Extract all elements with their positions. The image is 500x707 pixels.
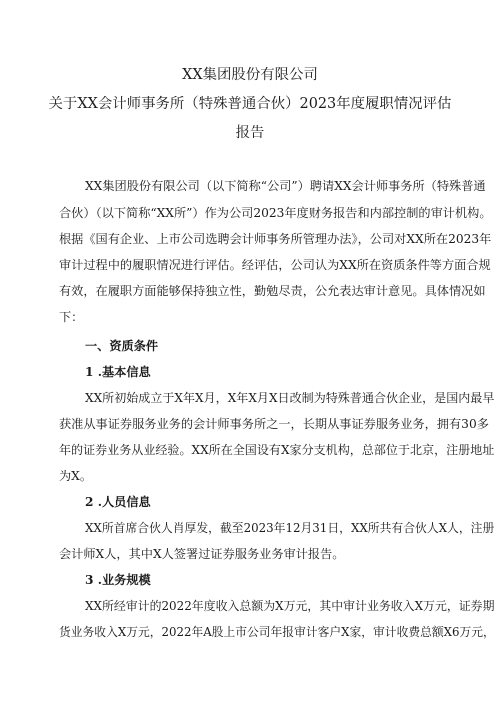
body-line: 为X。: [59, 469, 93, 483]
intro-line: 下：: [59, 310, 84, 324]
subsection-heading: 1 .基本信息: [85, 365, 151, 379]
intro-line: 合伙）（以下简称“XX所”）作为公司2023年度财务报告和内部控制的审计机构。: [59, 206, 492, 220]
intro-line: 有效，在履职方面能够保持独立性，勤勉尽责，公允表达审计意见。具体情况如: [59, 284, 486, 298]
body-line: XX所首席合伙人肖厚发，截至2023年12月31日，XX所共有合伙人X人，注册: [85, 521, 495, 535]
body-line: 年的证券业务从业经验。XX所在全国设有X家分支机构，总部位于北京，注册地址: [59, 443, 495, 457]
subsection-heading: 3 .业务规模: [85, 573, 151, 587]
body-line: XX所经审计的2022年度收入总额为X万元，其中审计业务收入X万元，证券期: [85, 599, 495, 613]
intro-line: 审计过程中的履职情况进行评估。经评估，公司认为XX所在资质条件等方面合规: [59, 258, 491, 272]
body-line: 货业务收入X万元，2022年A股上市公司年报审计客户X家，审计收费总额X6万元，: [59, 625, 495, 639]
document-title-report: 报告: [235, 125, 265, 141]
document-title-subject: 关于XX会计师事务所（特殊普通合伙）2023年度履职情况评估: [48, 96, 452, 112]
body-line: 获准从事证券服务业务的会计师事务所之一，长期从事证券服务业务，拥有30多: [59, 417, 489, 431]
intro-line: 根据《国有企业、上市公司选聘会计师事务所管理办法》，公司对XX所在2023年: [59, 232, 492, 246]
intro-line: XX集团股份有限公司（以下简称“公司”）聘请XX会计师事务所（特殊普通: [85, 179, 486, 193]
section-heading: 一、资质条件: [85, 339, 159, 353]
subsection-heading: 2 .人员信息: [85, 495, 151, 509]
document-title-company: XX集团股份有限公司: [182, 67, 318, 83]
body-line: 会计师X人，其中X人签署过证券服务业务审计报告。: [59, 547, 345, 561]
body-line: XX所初始成立于X年X月，X年X月X日改制为特殊普通合伙企业，是国内最早: [85, 391, 495, 405]
